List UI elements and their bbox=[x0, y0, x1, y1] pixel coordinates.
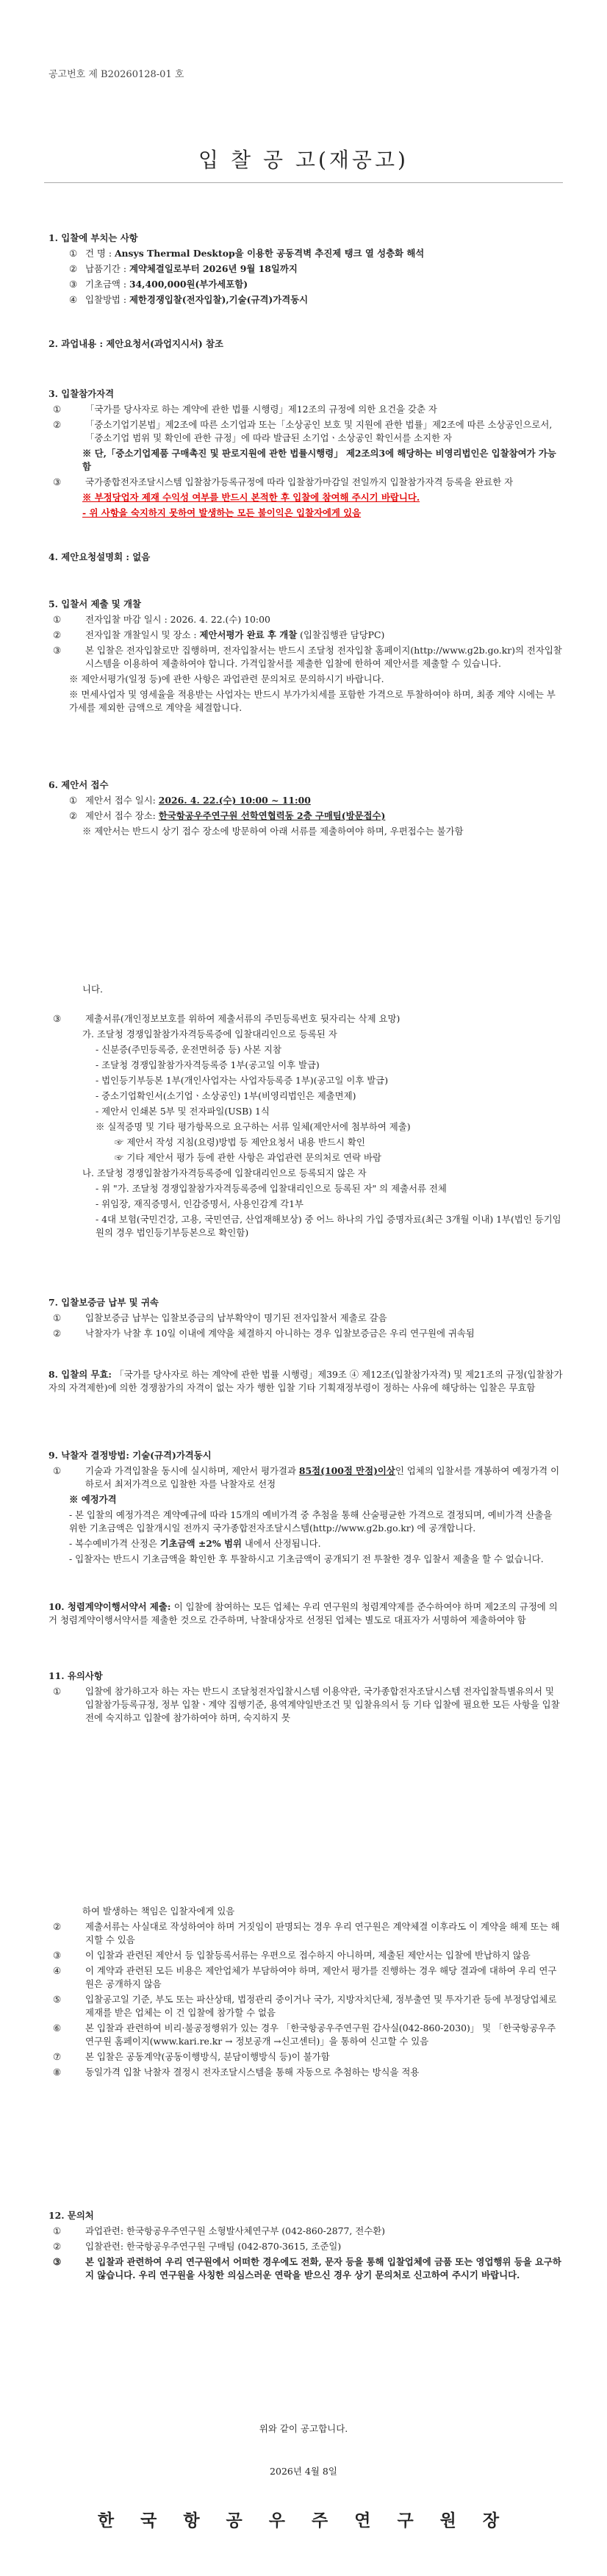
section-cautions bbox=[49, 1667, 563, 1727]
item-key: 기초금액 : bbox=[85, 279, 129, 290]
item-value: 34,400,000원(부가세포함) bbox=[129, 279, 248, 290]
item-number: ③ bbox=[53, 645, 62, 656]
paragraph: 하여 발생하는 책임은 입찰자에게 있음 bbox=[82, 1906, 235, 1917]
paragraph: 이 계약과 관련된 모든 비용은 제안업체가 부담하여야 하며, 제안서 평가를 진행하는 경우 해당 결과에 대하여 우리 연구원은 공개하지 않음 bbox=[85, 1965, 557, 1989]
item-number: ① bbox=[53, 2225, 62, 2236]
receipt-place: 한국항공우주연구원 선학연협력동 2층 구매팀(방문접수) bbox=[158, 810, 386, 821]
item-number: ② bbox=[53, 419, 62, 430]
paragraph: 과업관련: 한국항공우주연구원 소형발사체연구부 (042-860-2877, 전수환) bbox=[85, 2225, 386, 2236]
item-number: ③ bbox=[53, 2256, 62, 2267]
item-number: ⑤ bbox=[53, 1994, 62, 2005]
item-key: 납품기간 : bbox=[85, 263, 129, 274]
subheading: 가. 조달청 경쟁입찰참가자격등록증에 입찰대리인으로 등록된 자 bbox=[82, 1028, 337, 1040]
item-value: Ansys Thermal Desktop을 이용한 공동격벽 추진제 탱크 열 성층화 해석 bbox=[114, 248, 425, 259]
paragraph: 인 업체의 입찰서를 개봉하여 예정가격 이하로서 최저가격으로 입찰한 자를 낙찰자로 선정 bbox=[85, 1465, 560, 1489]
item-number: ② bbox=[53, 1328, 62, 1339]
paragraph: 제출서류(개인정보보호를 위하여 제출서류의 주민등록번호 뒷자리는 삭제 요망) bbox=[85, 1013, 401, 1024]
warning-text: - 위 사항을 숙지하지 못하여 발생하는 모든 불이익은 입찰자에게 있음 bbox=[82, 507, 362, 518]
section-cautions-cont bbox=[49, 1903, 563, 2081]
list-item: - 4대 보험(국민건강, 고용, 국민연금, 산업재해보상) 중 어느 하나의 가입 증명자료(최근 3개월 이내) 1부(법인 등기임원의 경우 법인등기부등본으로 확인함) bbox=[96, 1214, 561, 1238]
item-number: ① bbox=[53, 1686, 62, 1697]
section-heading: 9. 낙찰자 결정방법: 기술(규격)가격동시 bbox=[49, 1450, 212, 1461]
section-bid-items bbox=[49, 229, 563, 309]
paragraph: 이 입찰과 관련된 제안서 등 입찰등록서류는 우편으로 접수하지 아니하며, 제출된 제안서는 입찰에 반납하지 않음 bbox=[85, 1950, 531, 1961]
item-number: ⑦ bbox=[53, 2051, 62, 2062]
subheading: 나. 조달청 경쟁입찰참가자격등록증에 입찰대리인으로 등록되지 않은 자 bbox=[82, 1167, 367, 1178]
paragraph: - 복수예비가격 산정은 bbox=[69, 1538, 160, 1549]
closing-text: 위와 같이 공고합니다. bbox=[259, 2423, 348, 2434]
item-number: ④ bbox=[53, 1965, 62, 1976]
paragraph: 니다. bbox=[82, 984, 103, 995]
item-number: ② bbox=[53, 629, 62, 640]
section-heading: 10. 청렴계약이행서약서 제출: bbox=[49, 1601, 174, 1612]
section-heading: 6. 제안서 접수 bbox=[49, 779, 109, 790]
item-number: ① bbox=[53, 1465, 62, 1476]
note: ※ 실적증명 및 기타 평가항목으로 요구하는 서류 일체(제안서에 첨부하여 제출) bbox=[96, 1121, 411, 1132]
paragraph: 기술과 가격입찰을 동시에 실시하며, 제안서 평가결과 bbox=[85, 1465, 299, 1476]
notice-date: 2026년 4월 8일 bbox=[270, 2466, 337, 2477]
item-value: 제한경쟁입찰(전자입찰),기술(규격)가격동시 bbox=[129, 294, 309, 305]
section-proposal-receipt bbox=[49, 776, 563, 840]
item-number: ③ bbox=[53, 1013, 62, 1024]
list-item: - 법인등기부등본 1부(개인사업자는 사업자등록증 1부)(공고일 이후 발급) bbox=[96, 1075, 389, 1086]
item-value: 계약체결일로부터 2026년 9월 18일까지 bbox=[129, 263, 298, 274]
paragraph: 제안서 접수 장소: bbox=[85, 810, 159, 821]
paragraph: 낙찰자가 낙찰 후 10일 이내에 계약을 체결하지 아니하는 경우 입찰보증금은 우리 연구원에 귀속됨 bbox=[85, 1328, 475, 1339]
section-integrity-pledge bbox=[49, 1598, 563, 1629]
paragraph: 「중소기업기본법」제2조에 따른 소기업과 또는「소상공인 보호 및 지원에 관한 법률」제2조에 따른 소상공인으로서,「중소기업 범위 및 확인에 관한 규정」에 따라 발급된 소기업ㆍ소상공인 확인서를 소지한 자 bbox=[85, 419, 553, 443]
list-item: - 위임장, 재직증명서, 인감증명서, 사용인감계 각1부 bbox=[96, 1198, 304, 1209]
note: ※ 제안서평가(일정 등)에 관한 사항은 과업관련 문의처로 문의하시기 바랍니다. bbox=[69, 673, 384, 684]
paragraph: - 본 입찰의 예정가격은 계약예규에 따라 15개의 예비가격 중 추첨을 통해 산술평균한 가격으로 결정되며, 예비가격 산출을 위한 기초금액은 입찰개시일 전까지 국가종합전자조달시스템(http://www.g2b.go.kr) 에 공개합니다. bbox=[69, 1509, 553, 1534]
list-item: - 신분증(주민등록증, 운전면허증 등) 사본 지참 bbox=[96, 1044, 281, 1055]
item-number: ③ bbox=[53, 1950, 62, 1961]
list-item: ☞ 제안서 작성 지침(요령)방법 등 제안요청서 내용 반드시 확인 bbox=[115, 1137, 365, 1148]
item-number: ① bbox=[69, 248, 78, 259]
section-proposal-receipt-cont bbox=[49, 981, 563, 998]
note: ※ 단,「중소기업제품 구매촉진 및 판로지원에 관한 법률시행령」 제2조의3에 해당하는 비영리법인은 입찰참여가 가능함 bbox=[82, 448, 556, 472]
subheading: ※ 예정가격 bbox=[69, 1494, 117, 1505]
section-heading: 1. 입찰에 부치는 사항 bbox=[49, 232, 138, 243]
paragraph: (입찰집행관 담당PC) bbox=[297, 629, 385, 640]
item-number: ⑧ bbox=[53, 2067, 62, 2078]
item-number: ③ bbox=[53, 476, 62, 487]
item-number: ① bbox=[53, 1312, 62, 1323]
section-heading: 7. 입찰보증금 납부 및 귀속 bbox=[49, 1297, 159, 1308]
item-number: ② bbox=[53, 1921, 62, 1932]
title-divider bbox=[44, 182, 563, 183]
list-item: - 제안서 인쇄본 5부 및 전자파일(USB) 1식 bbox=[96, 1106, 270, 1117]
section-heading: 5. 입찰서 제출 및 개찰 bbox=[49, 598, 141, 609]
score-threshold: 85점(100점 만점)이상 bbox=[298, 1465, 395, 1476]
item-number: ③ bbox=[69, 279, 78, 290]
section-heading: 11. 유의사항 bbox=[49, 1670, 103, 1681]
section-eligibility bbox=[49, 385, 563, 522]
item-number: ⑥ bbox=[53, 2022, 62, 2033]
paragraph: 입찰에 참가하고자 하는 자는 반드시 조달청전자입찰시스템 이용약관, 국가종합전자조달시스템 전자입찰특별유의서 및 입찰참가등록규정, 정부 입찰ㆍ계약 집행기준, 용역계약일반조건 및 입찰유의서 등 기타 입찰에 필요한 모든 사항을 입찰 전에 숙지하고 입찰에 참가하여야 하며, 숙지하지 못 bbox=[85, 1686, 560, 1723]
page-title: 입 찰 공 고(재공고) bbox=[198, 148, 409, 172]
item-number: ① bbox=[53, 404, 62, 415]
paragraph: 제출서류는 사실대로 작성하여야 하며 거짓임이 판명되는 경우 우리 연구원은 계약체결 이후라도 이 계약을 해제 또는 해지할 수 있음 bbox=[85, 1921, 560, 1945]
paragraph-bold: 제안서평가 완료 후 개찰 bbox=[199, 629, 298, 640]
paragraph: 이 입찰에 참여하는 모든 업체는 우리 연구원의 청렴계약제를 준수하여야 하며 제2조의 규정에 의거 청렴계약이행서약서를 제출한 것으로 간주하며, 낙찰대상자로 선정된 업체는 별도로 대표자가 서명하여 제출하여야 함 bbox=[49, 1601, 558, 1625]
section-heading: 12. 문의처 bbox=[49, 2210, 94, 2221]
paragraph: 「국가를 당사자로 하는 계약에 관한 법률 시행령」제39조 ④ 제12조(입찰참가자격) 및 제21조의 규정(입찰참가자의 자격제한)에 의한 경쟁참가의 자격이 없는 자가 행한 입찰 기타 기획재정부령이 정하는 사유에 해당하는 입찰은 무효함 bbox=[49, 1369, 563, 1393]
list-item: - 위 "가. 조달청 경쟁입찰참가자격등록증에 입찰대리인으로 등록된 자" 의 제출서류 전체 bbox=[96, 1183, 447, 1194]
paragraph: 내에서 산정됩니다. bbox=[241, 1538, 321, 1549]
section-bid-bond bbox=[49, 1294, 563, 1342]
list-item: - 중소기업확인서(소기업ㆍ소상공인) 1부(비영리법인은 제출면제) bbox=[96, 1090, 356, 1101]
item-number: ② bbox=[69, 263, 78, 274]
paragraph: 전자입찰 개찰일시 및 장소 : bbox=[85, 629, 200, 640]
section-heading: 8. 입찰의 무효: bbox=[49, 1369, 115, 1380]
section-award-method bbox=[49, 1447, 563, 1568]
issuer-name: 한 국 항 공 우 주 연 구 원 장 bbox=[97, 2511, 510, 2530]
item-number: ④ bbox=[69, 294, 78, 305]
paragraph: 입찰공고일 기준, 부도 또는 파산상태, 법정관리 중이거나 국가, 지방자치단체, 정부출연 및 투자기관 등에 부정당업체로 제재를 받은 업체는 이 건 입찰에 참가할 수 없음 bbox=[85, 1994, 557, 2018]
notice-number: 공고번호 제 B20260128-01 호 bbox=[49, 69, 184, 80]
warning-text: ※ 부정당업자 제재 수익성 여부를 반드시 본적한 후 입찰에 참여해 주시기 바랍니다. bbox=[82, 492, 420, 503]
paragraph: 전자입찰 마감 일시 : 2026. 4. 22.(수) 10:00 bbox=[85, 614, 270, 625]
paragraph: 「국가를 당사자로 하는 계약에 관한 법률 시행령」제12조의 규정에 의한 요건을 갖춘 자 bbox=[85, 404, 437, 415]
paragraph: 국가종합전자조달시스템 입찰참가등록규정에 따라 입찰참가마감일 전일까지 입찰참가자격 등록을 완료한 자 bbox=[85, 476, 514, 487]
section-heading: 4. 제안요청설명회 : 없음 bbox=[49, 551, 151, 562]
item-number: ① bbox=[69, 795, 78, 806]
paragraph: 동일가격 입찰 낙찰자 결정시 전자조달시스템을 통해 자동으로 추첨하는 방식을 적용 bbox=[85, 2067, 420, 2078]
section-contact bbox=[49, 2207, 563, 2284]
item-number: ② bbox=[53, 2241, 62, 2252]
list-item: ☞ 기타 제안서 평가 등에 관한 사항은 과업관련 문의처로 연락 바람 bbox=[115, 1152, 381, 1163]
item-number: ① bbox=[53, 614, 62, 625]
paragraph: 본 입찰과 관련하여 비리·불공정행위가 있는 경우 「한국항공우주연구원 감사실(042-860-2030)」 및 「한국항공우주연구원 홈페이지(www.kari.re.kr → 정보공개 →신고센터)」을 통하여 신고할 수 있음 bbox=[85, 2022, 556, 2047]
paragraph: 입찰보증금 납부는 입찰보증금의 납부확약이 명기된 전자입찰서 제출로 갈음 bbox=[85, 1312, 387, 1323]
section-scope bbox=[49, 335, 563, 353]
paragraph: 제안서 접수 일시: bbox=[85, 795, 159, 806]
range-text: 기초금액 ±2% 범위 bbox=[159, 1538, 242, 1549]
paragraph: - 입찰자는 반드시 기초금액을 확인한 후 투찰하시고 기초금액이 공개되기 전 투찰한 경우 입찰서 제출을 할 수 없습니다. bbox=[69, 1553, 544, 1564]
section-invalid-bid bbox=[49, 1366, 563, 1397]
section-documents bbox=[49, 1010, 563, 1242]
item-number: ② bbox=[69, 810, 78, 821]
paragraph: 본 입찰은 공동계약(공동이행방식, 분담이행방식 등)이 불가함 bbox=[85, 2051, 330, 2062]
item-key: 입찰방법 : bbox=[85, 294, 129, 305]
section-submission bbox=[49, 595, 563, 717]
paragraph: 본 입찰과 관련하여 우리 연구원에서 어떠한 경우에도 전화, 문자 등을 통해 입찰업체에 금품 또는 영업행위 등을 요구하지 않습니다. 우리 연구원을 사칭한 의심스러운 연락을 받으신 경우 상기 문의처로 신고하여 주시기 바랍니다. bbox=[85, 2256, 561, 2280]
list-item: - 조달청 경쟁입찰참가자격등록증 1부(공고일 이후 발급) bbox=[96, 1059, 320, 1070]
paragraph: 본 입찰은 전자입찰로만 집행하며, 전자입찰서는 반드시 조달청 전자입찰 홈페이지(http://www.g2b.go.kr)의 전자입찰시스템을 이용하여 제출하여야 합니다. 가격입찰서를 제출한 입찰에 한하여 제안서를 제출할 수 있습니다. bbox=[85, 645, 562, 669]
item-key: 건 명 : bbox=[85, 248, 115, 259]
note: ※ 제안서는 반드시 상기 접수 장소에 방문하여 아래 서류를 제출하여야 하며, 우편접수는 불가함 bbox=[82, 826, 464, 837]
section-heading: 3. 입찰참가자격 bbox=[49, 388, 115, 399]
paragraph: 입찰관련: 한국항공우주연구원 구매팀 (042-870-3615, 조준일) bbox=[85, 2241, 342, 2252]
section-heading: 2. 과업내용 : 제안요청서(과업지시서) 참조 bbox=[49, 338, 223, 349]
section-briefing bbox=[49, 548, 563, 566]
receipt-time: 2026. 4. 22.(수) 10:00 ~ 11:00 bbox=[158, 795, 311, 806]
note: ※ 면세사업자 및 영세율을 적용받는 사업자는 반드시 부가가치세를 포함한 가격으로 투찰하여야 하며, 최종 계약 시에는 부가세를 제외한 금액으로 계약을 체결합니다. bbox=[69, 689, 556, 713]
